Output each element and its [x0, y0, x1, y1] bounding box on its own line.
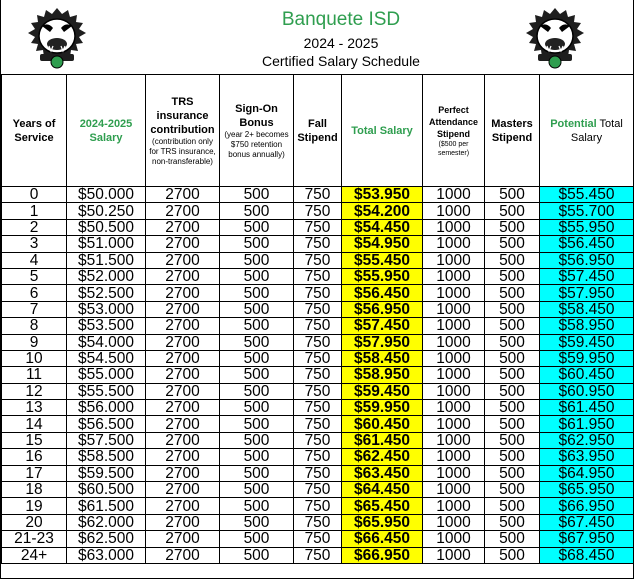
table-row [2, 482, 634, 498]
cell-salary: $63.000 [67, 547, 146, 563]
cell-fall: 750 [294, 285, 342, 301]
bulldog-mascot-icon [520, 6, 590, 70]
cell-potential: $65.950 [540, 482, 634, 498]
cell-fall: 750 [294, 514, 342, 530]
cell-potential: $61.950 [540, 416, 634, 432]
cell-potential: $57.950 [540, 285, 634, 301]
col-header-salary: 2024-2025 Salary [67, 75, 146, 187]
cell-total: $65.950 [342, 514, 423, 530]
cell-years: 15 [2, 432, 67, 448]
cell-signon: 500 [220, 531, 294, 547]
cell-masters: 500 [485, 531, 540, 547]
cell-trs: 2700 [146, 449, 220, 465]
cell-attendance: 1000 [423, 514, 485, 530]
col-header-years: Years of Service [2, 75, 67, 187]
cell-fall: 750 [294, 350, 342, 366]
cell-years: 20 [2, 514, 67, 530]
cell-years: 3 [2, 236, 67, 252]
cell-years: 13 [2, 400, 67, 416]
cell-total: $65.450 [342, 498, 423, 514]
cell-years: 6 [2, 285, 67, 301]
cell-potential: $58.950 [540, 318, 634, 334]
cell-total: $62.450 [342, 449, 423, 465]
bulldog-mascot-icon [22, 6, 92, 70]
cell-years: 12 [2, 383, 67, 399]
cell-fall: 750 [294, 301, 342, 317]
cell-signon: 500 [220, 236, 294, 252]
col-header-trs: TRS insurance contribution (contribution only for TRS insurance, non-transferable) [146, 75, 220, 187]
trs-note: (contribution only for TRS insurance, non-transferable) [149, 136, 216, 166]
cell-total: $58.450 [342, 350, 423, 366]
cell-salary: $60.500 [67, 482, 146, 498]
cell-attendance: 1000 [423, 187, 485, 203]
col-header-total: Total Salary [342, 75, 423, 187]
cell-salary: $55.500 [67, 383, 146, 399]
cell-trs: 2700 [146, 252, 220, 268]
cell-fall: 750 [294, 383, 342, 399]
table-row [2, 465, 634, 481]
cell-signon: 500 [220, 203, 294, 219]
cell-masters: 500 [485, 219, 540, 235]
cell-years: 17 [2, 465, 67, 481]
cell-total: $54.950 [342, 236, 423, 252]
table-row [2, 219, 634, 235]
cell-trs: 2700 [146, 318, 220, 334]
cell-signon: 500 [220, 465, 294, 481]
cell-masters: 500 [485, 203, 540, 219]
cell-masters: 500 [485, 465, 540, 481]
cell-signon: 500 [220, 432, 294, 448]
cell-trs: 2700 [146, 400, 220, 416]
col-header-masters: Masters Stipend [485, 75, 540, 187]
cell-masters: 500 [485, 334, 540, 350]
cell-total: $57.950 [342, 334, 423, 350]
attendance-note: ($500 per semester) [437, 140, 470, 157]
table-row [2, 367, 634, 383]
cell-trs: 2700 [146, 203, 220, 219]
cell-fall: 750 [294, 219, 342, 235]
cell-attendance: 1000 [423, 383, 485, 399]
cell-years: 16 [2, 449, 67, 465]
cell-signon: 500 [220, 383, 294, 399]
cell-years: 2 [2, 219, 67, 235]
cell-years: 9 [2, 334, 67, 350]
table-row [2, 301, 634, 317]
cell-fall: 750 [294, 334, 342, 350]
cell-trs: 2700 [146, 350, 220, 366]
cell-trs: 2700 [146, 498, 220, 514]
cell-potential: $60.950 [540, 383, 634, 399]
cell-attendance: 1000 [423, 449, 485, 465]
cell-signon: 500 [220, 318, 294, 334]
cell-potential: $59.450 [540, 334, 634, 350]
cell-signon: 500 [220, 514, 294, 530]
col-header-signon: Sign-On Bonus (year 2+ becomes $750 retention bonus annually) [220, 75, 294, 187]
table-row [2, 334, 634, 350]
cell-trs: 2700 [146, 482, 220, 498]
cell-total: $63.450 [342, 465, 423, 481]
table-row [2, 514, 634, 530]
cell-salary: $57.500 [67, 432, 146, 448]
cell-signon: 500 [220, 301, 294, 317]
cell-trs: 2700 [146, 187, 220, 203]
cell-signon: 500 [220, 219, 294, 235]
cell-signon: 500 [220, 547, 294, 563]
cell-fall: 750 [294, 416, 342, 432]
cell-salary: $61.500 [67, 498, 146, 514]
table-row [2, 350, 634, 366]
cell-trs: 2700 [146, 285, 220, 301]
table-row [2, 547, 634, 563]
cell-total: $61.450 [342, 432, 423, 448]
cell-signon: 500 [220, 400, 294, 416]
cell-salary: $54.000 [67, 334, 146, 350]
cell-salary: $55.000 [67, 367, 146, 383]
cell-signon: 500 [220, 449, 294, 465]
cell-fall: 750 [294, 318, 342, 334]
cell-signon: 500 [220, 350, 294, 366]
cell-masters: 500 [485, 432, 540, 448]
cell-trs: 2700 [146, 383, 220, 399]
cell-attendance: 1000 [423, 219, 485, 235]
cell-fall: 750 [294, 400, 342, 416]
cell-total: $58.950 [342, 367, 423, 383]
cell-potential: $57.450 [540, 268, 634, 284]
cell-total: $55.450 [342, 252, 423, 268]
cell-signon: 500 [220, 268, 294, 284]
cell-potential: $67.450 [540, 514, 634, 530]
cell-attendance: 1000 [423, 285, 485, 301]
table-row [2, 531, 634, 547]
cell-attendance: 1000 [423, 498, 485, 514]
cell-masters: 500 [485, 301, 540, 317]
cell-total: $66.450 [342, 531, 423, 547]
cell-total: $53.950 [342, 187, 423, 203]
cell-total: $66.950 [342, 547, 423, 563]
cell-signon: 500 [220, 482, 294, 498]
cell-attendance: 1000 [423, 318, 485, 334]
cell-years: 7 [2, 301, 67, 317]
cell-salary: $62.500 [67, 531, 146, 547]
cell-trs: 2700 [146, 432, 220, 448]
cell-masters: 500 [485, 547, 540, 563]
cell-total: $60.450 [342, 416, 423, 432]
cell-masters: 500 [485, 482, 540, 498]
table-header-row [2, 75, 634, 187]
cell-years: 8 [2, 318, 67, 334]
cell-potential: $55.700 [540, 203, 634, 219]
cell-potential: $62.950 [540, 432, 634, 448]
table-row [2, 268, 634, 284]
cell-salary: $62.000 [67, 514, 146, 530]
table-row [2, 252, 634, 268]
cell-fall: 750 [294, 531, 342, 547]
cell-years: 19 [2, 498, 67, 514]
cell-fall: 750 [294, 203, 342, 219]
cell-total: $56.950 [342, 301, 423, 317]
cell-total: $56.450 [342, 285, 423, 301]
cell-total: $54.450 [342, 219, 423, 235]
col-header-fall: Fall Stipend [294, 75, 342, 187]
cell-attendance: 1000 [423, 416, 485, 432]
cell-potential: $55.950 [540, 219, 634, 235]
cell-signon: 500 [220, 367, 294, 383]
district-name: Banquete ISD [281, 9, 401, 30]
cell-attendance: 1000 [423, 482, 485, 498]
cell-masters: 500 [485, 416, 540, 432]
col-header-attendance: Perfect Attendance Stipend ($500 per semester) [423, 75, 485, 187]
cell-attendance: 1000 [423, 252, 485, 268]
cell-signon: 500 [220, 334, 294, 350]
cell-salary: $53.000 [67, 301, 146, 317]
cell-fall: 750 [294, 252, 342, 268]
cell-trs: 2700 [146, 514, 220, 530]
cell-potential: $59.950 [540, 350, 634, 366]
cell-years: 0 [2, 187, 67, 203]
cell-salary: $52.000 [67, 268, 146, 284]
cell-signon: 500 [220, 285, 294, 301]
table-row [2, 318, 634, 334]
cell-attendance: 1000 [423, 301, 485, 317]
cell-trs: 2700 [146, 268, 220, 284]
table-body [2, 187, 634, 564]
cell-total: $59.450 [342, 383, 423, 399]
cell-salary: $51.000 [67, 236, 146, 252]
cell-attendance: 1000 [423, 236, 485, 252]
cell-salary: $50.500 [67, 219, 146, 235]
cell-attendance: 1000 [423, 400, 485, 416]
cell-salary: $56.500 [67, 416, 146, 432]
school-year: 2024 - 2025 [303, 35, 379, 51]
title-area [1, 0, 633, 74]
cell-total: $57.450 [342, 318, 423, 334]
cell-masters: 500 [485, 383, 540, 399]
cell-trs: 2700 [146, 367, 220, 383]
cell-trs: 2700 [146, 531, 220, 547]
col-header-potential: Potential Total Salary [540, 75, 634, 187]
cell-total: $54.200 [342, 203, 423, 219]
cell-masters: 500 [485, 285, 540, 301]
cell-fall: 750 [294, 547, 342, 563]
cell-masters: 500 [485, 449, 540, 465]
table-row [2, 203, 634, 219]
cell-potential: $66.950 [540, 498, 634, 514]
table-row [2, 432, 634, 448]
table-row [2, 236, 634, 252]
cell-years: 14 [2, 416, 67, 432]
cell-signon: 500 [220, 416, 294, 432]
cell-potential: $58.450 [540, 301, 634, 317]
cell-trs: 2700 [146, 219, 220, 235]
schedule-title: Certified Salary Schedule [262, 53, 420, 69]
cell-potential: $67.950 [540, 531, 634, 547]
cell-trs: 2700 [146, 301, 220, 317]
cell-years: 18 [2, 482, 67, 498]
cell-attendance: 1000 [423, 531, 485, 547]
cell-salary: $56.000 [67, 400, 146, 416]
cell-total: $64.450 [342, 482, 423, 498]
cell-signon: 500 [220, 252, 294, 268]
cell-masters: 500 [485, 514, 540, 530]
salary-table [1, 74, 634, 564]
cell-fall: 750 [294, 268, 342, 284]
cell-potential: $55.450 [540, 187, 634, 203]
cell-attendance: 1000 [423, 350, 485, 366]
cell-total: $59.950 [342, 400, 423, 416]
cell-fall: 750 [294, 449, 342, 465]
cell-masters: 500 [485, 252, 540, 268]
cell-years: 10 [2, 350, 67, 366]
cell-attendance: 1000 [423, 334, 485, 350]
cell-attendance: 1000 [423, 367, 485, 383]
cell-potential: $63.950 [540, 449, 634, 465]
cell-years: 24+ [2, 547, 67, 563]
cell-fall: 750 [294, 482, 342, 498]
cell-potential: $61.450 [540, 400, 634, 416]
cell-salary: $52.500 [67, 285, 146, 301]
cell-attendance: 1000 [423, 432, 485, 448]
cell-potential: $64.950 [540, 465, 634, 481]
cell-potential: $60.450 [540, 367, 634, 383]
table-row [2, 449, 634, 465]
cell-masters: 500 [485, 187, 540, 203]
table-row [2, 383, 634, 399]
cell-masters: 500 [485, 350, 540, 366]
cell-attendance: 1000 [423, 268, 485, 284]
table-row [2, 187, 634, 203]
signon-note: (year 2+ becomes $750 retention bonus annually) [224, 129, 289, 159]
cell-masters: 500 [485, 498, 540, 514]
cell-trs: 2700 [146, 334, 220, 350]
cell-masters: 500 [485, 367, 540, 383]
cell-masters: 500 [485, 400, 540, 416]
cell-attendance: 1000 [423, 465, 485, 481]
table-row [2, 400, 634, 416]
cell-fall: 750 [294, 432, 342, 448]
cell-potential: $56.950 [540, 252, 634, 268]
cell-years: 21-23 [2, 531, 67, 547]
cell-masters: 500 [485, 236, 540, 252]
cell-masters: 500 [485, 268, 540, 284]
cell-years: 1 [2, 203, 67, 219]
cell-salary: $58.500 [67, 449, 146, 465]
cell-trs: 2700 [146, 547, 220, 563]
cell-potential: $56.450 [540, 236, 634, 252]
cell-total: $55.950 [342, 268, 423, 284]
cell-fall: 750 [294, 187, 342, 203]
cell-signon: 500 [220, 187, 294, 203]
cell-trs: 2700 [146, 416, 220, 432]
cell-salary: $50.250 [67, 203, 146, 219]
cell-signon: 500 [220, 498, 294, 514]
cell-salary: $50.000 [67, 187, 146, 203]
cell-attendance: 1000 [423, 203, 485, 219]
cell-years: 5 [2, 268, 67, 284]
cell-salary: $51.500 [67, 252, 146, 268]
cell-attendance: 1000 [423, 547, 485, 563]
cell-fall: 750 [294, 367, 342, 383]
cell-trs: 2700 [146, 236, 220, 252]
cell-potential: $68.450 [540, 547, 634, 563]
cell-fall: 750 [294, 498, 342, 514]
table-row [2, 285, 634, 301]
cell-salary: $54.500 [67, 350, 146, 366]
cell-salary: $53.500 [67, 318, 146, 334]
table-row [2, 498, 634, 514]
cell-salary: $59.500 [67, 465, 146, 481]
cell-trs: 2700 [146, 465, 220, 481]
cell-masters: 500 [485, 318, 540, 334]
cell-years: 11 [2, 367, 67, 383]
cell-years: 4 [2, 252, 67, 268]
cell-fall: 750 [294, 236, 342, 252]
table-row [2, 416, 634, 432]
cell-fall: 750 [294, 465, 342, 481]
